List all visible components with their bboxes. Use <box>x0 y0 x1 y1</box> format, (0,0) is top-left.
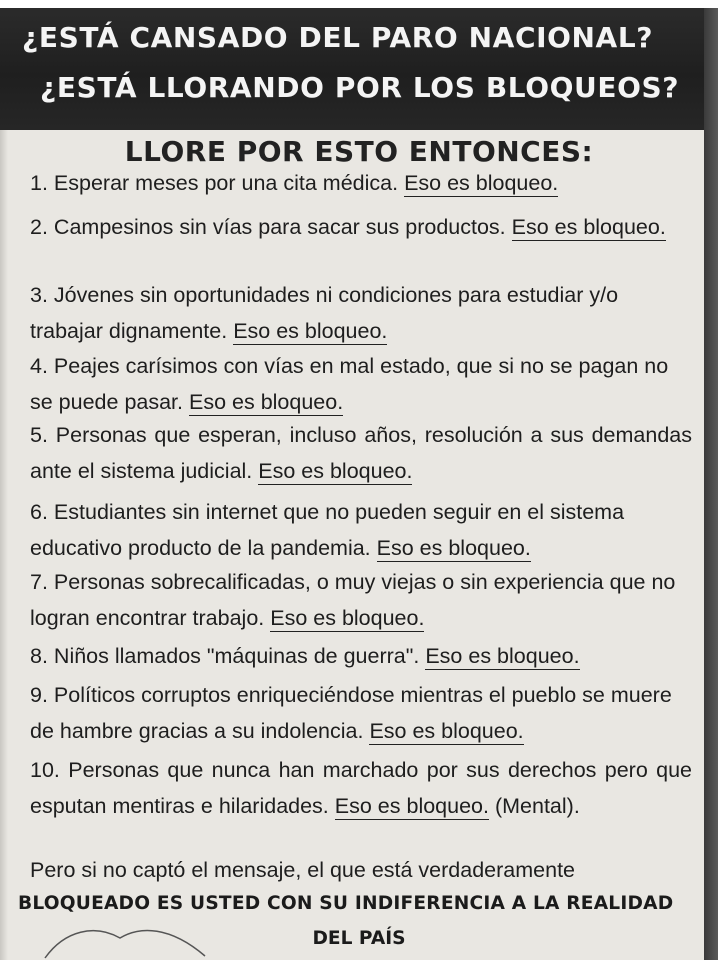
top-white-strip <box>0 0 718 8</box>
item-text: Personas que esperan, incluso años, resolución a sus demandas ante el sistema judicial. <box>30 423 692 483</box>
list-item <box>30 165 692 201</box>
item-tag: Eso es bloqueo. <box>511 215 666 239</box>
item-text: Personas sobrecalificadas, o muy viejas o sin experiencia que no logran encontrar trabajo. <box>30 570 676 630</box>
item-number: 3. <box>30 283 48 307</box>
list-item <box>30 638 692 674</box>
list-item <box>30 417 692 489</box>
item-number: 1. <box>30 171 48 195</box>
item-tag: Eso es bloqueo. <box>258 459 413 483</box>
item-text: Estudiantes sin internet que no pueden seguir en el sistema educativo producto de la pandemia. <box>30 500 625 560</box>
footer-text: Pero si no captó el mensaje, el que está verdaderamente <box>30 858 575 882</box>
item-tag: Eso es bloqueo. <box>376 536 531 560</box>
headline-banner <box>0 8 718 130</box>
item-tag: Eso es bloqueo. <box>270 606 425 630</box>
banner-line-1: ¿ESTÁ CANSADO DEL PARO NACIONAL? <box>22 21 654 54</box>
list-item <box>30 348 692 420</box>
banner-line-2: ¿ESTÁ LLORANDO POR LOS BLOQUEOS? <box>40 71 680 104</box>
item-number: 10. <box>30 758 60 782</box>
item-text: Personas que nunca han marchado por sus derechos pero que esputan mentiras e hilaridades. <box>30 758 692 818</box>
footer-bold-line: BLOQUEADO ES USTED CON SU INDIFERENCIA A LA REALIDAD <box>18 893 674 914</box>
item-number: 5. <box>30 423 48 447</box>
item-text: Esperar meses por una cita médica. <box>53 171 399 195</box>
item-tag: Eso es bloqueo. <box>189 390 344 414</box>
item-text: Niños llamados "máquinas de guerra". <box>53 644 420 668</box>
item-number: 8. <box>30 644 48 668</box>
item-tag: Eso es bloqueo. <box>404 171 559 195</box>
item-number: 2. <box>30 215 48 239</box>
item-number: 6. <box>30 500 48 524</box>
paper-left-shadow <box>0 130 8 960</box>
list-item <box>30 494 692 566</box>
footer-bold-line-2: DEL PAÍS <box>312 928 406 949</box>
item-tag: Eso es bloqueo. <box>425 644 580 668</box>
list-item <box>30 564 692 636</box>
item-text: Jóvenes sin oportunidades ni condiciones para estudiar y/o trabajar dignamente. <box>30 283 619 343</box>
item-text: Políticos corruptos enriqueciéndose mientras el pueblo se muere de hambre gracias a su indolencia. <box>30 683 672 743</box>
list-item <box>30 752 692 824</box>
list-item <box>30 209 692 245</box>
item-text: Campesinos sin vías para sacar sus productos. <box>53 215 506 239</box>
item-tag: Eso es bloqueo. <box>369 719 524 743</box>
item-number: 9. <box>30 683 48 707</box>
item-tag: Eso es bloqueo. <box>334 794 489 818</box>
item-text: Peajes carísimos con vías en mal estado, que si no se pagan no se puede pasar. <box>30 354 669 414</box>
item-number: 7. <box>30 570 48 594</box>
section-heading: LLORE POR ESTO ENTONCES: <box>124 135 594 168</box>
list-item <box>30 677 692 749</box>
item-number: 4. <box>30 354 48 378</box>
list-item <box>30 277 692 349</box>
item-tag: Eso es bloqueo. <box>233 319 388 343</box>
item-suffix: (Mental). <box>494 794 580 818</box>
